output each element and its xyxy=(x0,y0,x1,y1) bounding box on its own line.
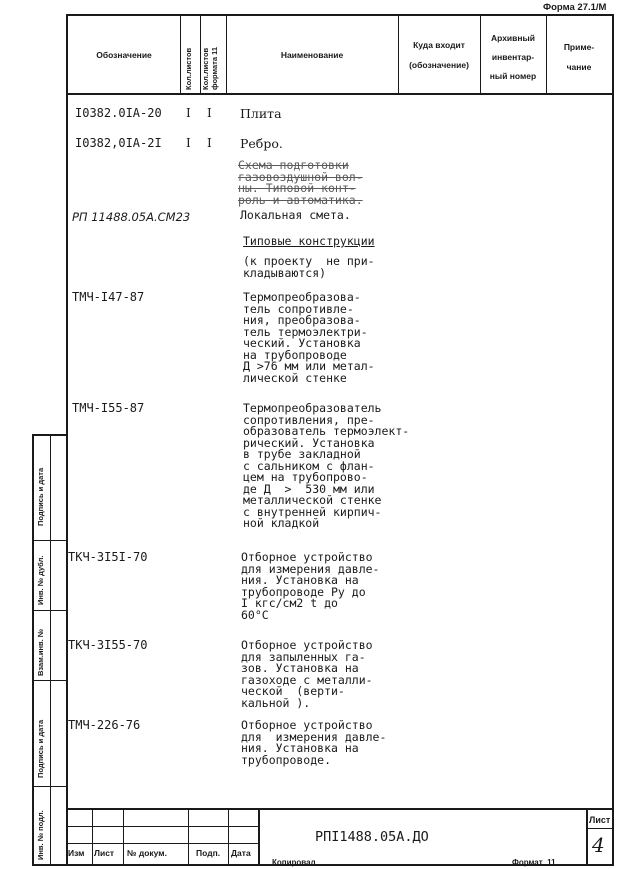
row-code: ТКЧ-3I5I-70 xyxy=(68,550,148,564)
title-sheet-sep xyxy=(586,828,614,829)
row-name: Отборное устройство для измерения давле- ния. Установка на трубопроводе Ру до I кгс/см2 t до 60°С xyxy=(241,550,380,622)
row-code: I0382.0IA-20 xyxy=(75,106,162,120)
side-sep-3 xyxy=(32,680,68,681)
section-title: Типовые конструкции xyxy=(243,234,375,248)
row-code: ТКЧ-3I55-70 xyxy=(68,638,148,652)
row-code: ТМЧ-226-76 xyxy=(68,718,141,732)
frame-left xyxy=(66,14,68,866)
col-doc: № докум. xyxy=(127,848,167,858)
header-goes-to-1: Куда входит xyxy=(413,40,465,50)
row-name: Плита xyxy=(240,106,282,121)
header-goes-to-2: (обозначение) xyxy=(409,60,469,70)
header-note-1: Приме- xyxy=(563,42,595,52)
row-name: Термопреобразова- тель сопротивле- ния, преобразова- тель термоэлектри- ческий. Установка на трубопроводе Д >76 мм или метал- лической стенке xyxy=(243,290,375,385)
side-top xyxy=(32,434,68,436)
row-count: I xyxy=(186,136,191,150)
title-col-3 xyxy=(188,808,189,866)
row-code: ТМЧ-I47-87 xyxy=(72,290,145,304)
side-sep-4 xyxy=(32,786,68,787)
frame-top xyxy=(66,14,614,16)
footer-copied: Копировал xyxy=(272,858,316,867)
side-sign-date-2: Подпись и дата xyxy=(36,719,45,778)
row-name: Термопреобразователь сопротивления, пре- образователь термоэлект- рический. Установка в трубе закладной с сальником с флан- цем на трубопрово- де Д > 530 мм или металлической стенке с внутренней кирпич- ной кладкой xyxy=(243,401,410,530)
row-code: ТМЧ-I55-87 xyxy=(72,401,145,415)
side-sign-date-1: Подпись и дата xyxy=(36,467,45,526)
row-name: Отборное устройство для запыленных га- зов. Установка на газоходе с металли- ческой (верти- кальной ). xyxy=(241,638,373,710)
row-name: Ребро. xyxy=(240,136,283,151)
title-col-2 xyxy=(123,808,124,866)
row-code: РП 11488.05А.СМ23 xyxy=(72,210,191,224)
side-left xyxy=(32,434,34,866)
header-archive-3: ный номер xyxy=(489,71,537,81)
form-label: Форма 27.1/М xyxy=(543,2,607,13)
col-sep-4 xyxy=(398,14,399,94)
frame-right xyxy=(612,14,614,866)
header-archive-2: инвентар- xyxy=(491,52,535,62)
section-subtitle: (к проекту не при- кладываются) xyxy=(243,254,375,280)
row-name-struck: Схема подготовки газовоздушной вол- ны. Типовой конт- роль и автоматика. xyxy=(238,158,363,207)
side-inv-podl: Инв. № подл. xyxy=(36,810,45,860)
col-sep-6 xyxy=(546,14,547,94)
document-code: РПI1488.05А.ДО xyxy=(315,829,429,845)
side-mid xyxy=(50,434,51,866)
header-archive-1: Архивный xyxy=(490,33,535,43)
side-sep-2 xyxy=(32,610,68,611)
header-sheets-format: Кол.листов формата 11 xyxy=(201,46,219,90)
footer-format: Формат 11 xyxy=(512,858,556,867)
title-col-5 xyxy=(258,808,260,866)
header-bottom xyxy=(66,93,614,95)
header-sheets-count: Кол.листов xyxy=(184,47,193,90)
col-izm: Изм xyxy=(68,848,85,858)
title-col-1 xyxy=(92,808,93,866)
header-note-2: чание xyxy=(566,62,592,72)
title-top xyxy=(66,808,614,810)
title-row-2 xyxy=(66,843,258,844)
title-row-1 xyxy=(66,826,258,827)
row-name: Отборное устройство для измерения давле- ния. Установка на трубопроводе. xyxy=(241,718,387,767)
row-count: I xyxy=(186,106,191,120)
row-format: I xyxy=(207,136,212,150)
row-code: I0382,0IA-2I xyxy=(75,136,162,150)
side-vzam-inv: Взам.инв. № xyxy=(36,628,45,676)
col-date: Дата xyxy=(231,848,251,858)
sheet-label: Лист xyxy=(589,815,611,825)
side-sep-1 xyxy=(32,540,68,541)
title-col-4 xyxy=(228,808,229,866)
row-name: Локальная смета. xyxy=(240,208,351,222)
row-format: I xyxy=(207,106,212,120)
header-name: Наименование xyxy=(280,50,344,60)
side-inv-dubl: Инв. № дубл. xyxy=(36,555,45,605)
sheet-number: 4 xyxy=(592,833,605,857)
header-designation: Обозначение xyxy=(96,50,152,60)
col-sep-1 xyxy=(180,14,181,94)
title-col-6 xyxy=(586,808,588,866)
col-sign: Подп. xyxy=(196,848,221,858)
col-list: Лист xyxy=(94,848,115,858)
